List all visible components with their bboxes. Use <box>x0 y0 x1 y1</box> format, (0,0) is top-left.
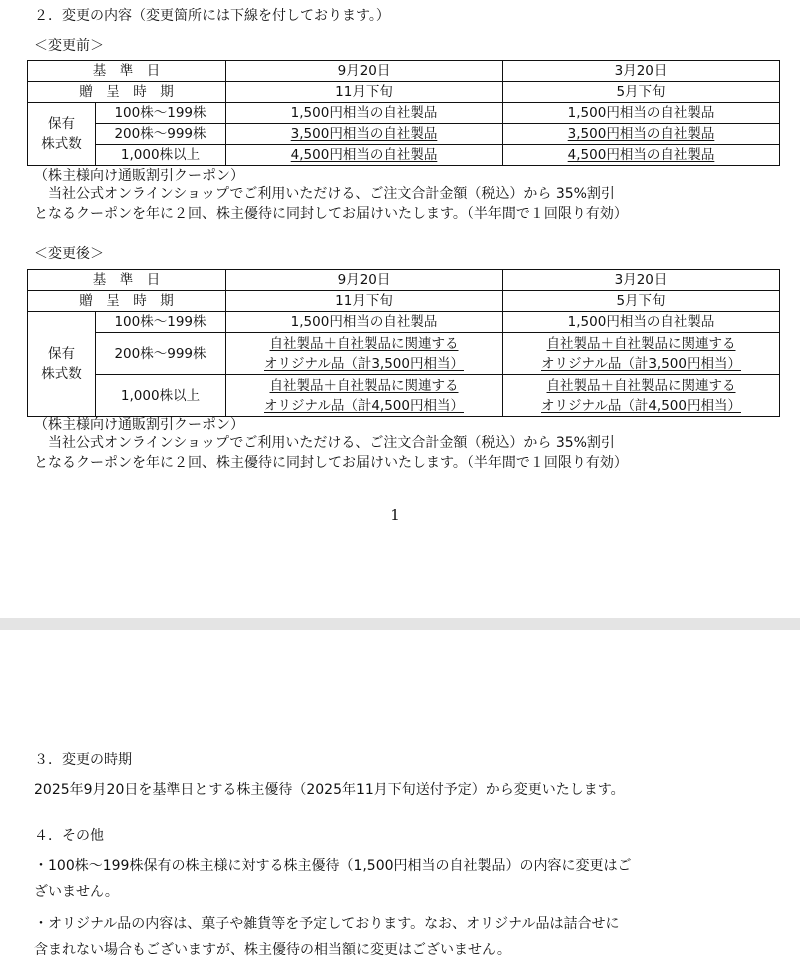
section3-heading: ３．変更の時期 <box>34 752 132 768</box>
tier-1000-plus: 1,000株以上 <box>96 375 226 417</box>
section4-bullet1-line1: ・100株～199株保有の株主様に対する株主優待（1,500円相当の自社製品）の内容に変更はご <box>34 858 632 874</box>
after-mar-tier1: 1,500円相当の自社製品 <box>503 312 780 333</box>
header-label: 基 準 日 <box>28 61 226 82</box>
before-sep-tier1: 1,500円相当の自社製品 <box>226 103 503 124</box>
after-sep-tier3-line1: 自社製品＋自社製品に関連する <box>269 377 459 394</box>
date-september: 9月20日 <box>226 270 503 291</box>
ship-september: 11月下旬 <box>226 82 503 103</box>
coupon-title-before: （株主様向け通販割引クーポン） <box>34 168 244 184</box>
holdings-label <box>28 103 96 166</box>
before-mar-tier3-text: 4,500円相当の自社製品 <box>567 147 715 163</box>
holdings-label-line2: 株式数 <box>41 366 82 382</box>
date-march: 3月20日 <box>503 61 780 82</box>
after-sep-tier3 <box>226 375 503 417</box>
document-page-2 <box>0 630 800 972</box>
tier-100-199: 100株～199株 <box>96 312 226 333</box>
before-sep-tier3-text: 4,500円相当の自社製品 <box>290 147 438 163</box>
section4-bullet1-line2: ざいません。 <box>34 884 119 900</box>
after-mar-tier3 <box>503 375 780 417</box>
holdings-label-line2: 株式数 <box>41 136 82 152</box>
before-mar-tier2-text: 3,500円相当の自社製品 <box>567 126 715 142</box>
after-sep-tier2-line1: 自社製品＋自社製品に関連する <box>269 335 459 352</box>
coupon-line1-after: 当社公式オンラインショップでご利用いただける、ご注文合計金額（税込）から 35%割引 <box>34 435 615 451</box>
date-september: 9月20日 <box>226 61 503 82</box>
tier-200-999: 200株～999株 <box>96 333 226 375</box>
holdings-label <box>28 312 96 417</box>
after-sep-tier3-line2: オリジナル品（計4,500円相当） <box>264 397 464 414</box>
tier-100-199: 100株～199株 <box>96 103 226 124</box>
section4-bullet2-line2: 含まれない場合もございますが、株主優待の相当額に変更はございません。 <box>34 942 511 958</box>
before-label: ＜変更前＞ <box>34 38 104 54</box>
tier-1000-plus: 1,000株以上 <box>96 145 226 166</box>
header-label: 基 準 日 <box>28 270 226 291</box>
after-sep-tier2-line2: オリジナル品（計3,500円相当） <box>264 355 464 372</box>
ship-label: 贈 呈 時 期 <box>28 291 226 312</box>
holdings-label-line1: 保有 <box>48 346 75 362</box>
after-mar-tier2-line1: 自社製品＋自社製品に関連する <box>546 335 736 352</box>
after-mar-tier3-line2: オリジナル品（計4,500円相当） <box>541 397 741 414</box>
before-mar-tier3 <box>503 145 780 166</box>
coupon-line2-before: となるクーポンを年に２回、株主優待に同封してお届けいたします。（半年間で１回限り有効） <box>34 206 628 222</box>
before-mar-tier1: 1,500円相当の自社製品 <box>503 103 780 124</box>
after-label: ＜変更後＞ <box>34 246 104 262</box>
section4-heading: ４．その他 <box>34 828 104 844</box>
date-march: 3月20日 <box>503 270 780 291</box>
before-sep-tier3 <box>226 145 503 166</box>
before-table <box>27 60 780 166</box>
coupon-line1-before: 当社公式オンラインショップでご利用いただける、ご注文合計金額（税込）から 35%割引 <box>34 186 615 202</box>
after-sep-tier1: 1,500円相当の自社製品 <box>226 312 503 333</box>
after-mar-tier2-line2: オリジナル品（計3,500円相当） <box>541 355 741 372</box>
page-separator <box>0 618 800 630</box>
ship-label: 贈 呈 時 期 <box>28 82 226 103</box>
coupon-title-after: （株主様向け通販割引クーポン） <box>34 417 244 433</box>
before-sep-tier2 <box>226 124 503 145</box>
after-mar-tier2 <box>503 333 780 375</box>
before-mar-tier2 <box>503 124 780 145</box>
section2-heading: ２．変更の内容（変更箇所には下線を付しております。） <box>34 8 390 24</box>
ship-september: 11月下旬 <box>226 291 503 312</box>
ship-march: 5月下旬 <box>503 82 780 103</box>
section3-body: 2025年9月20日を基準日とする株主優待（2025年11月下旬送付予定）から変更いたします。 <box>34 782 625 798</box>
after-table <box>27 269 780 417</box>
after-mar-tier3-line1: 自社製品＋自社製品に関連する <box>546 377 736 394</box>
page-number: 1 <box>390 506 400 524</box>
ship-march: 5月下旬 <box>503 291 780 312</box>
holdings-label-line1: 保有 <box>48 116 75 132</box>
after-sep-tier2 <box>226 333 503 375</box>
coupon-line2-after: となるクーポンを年に２回、株主優待に同封してお届けいたします。（半年間で１回限り有効） <box>34 455 628 471</box>
before-sep-tier2-text: 3,500円相当の自社製品 <box>290 126 438 142</box>
tier-200-999: 200株～999株 <box>96 124 226 145</box>
section4-bullet2-line1: ・オリジナル品の内容は、菓子や雑貨等を予定しております。なお、オリジナル品は詰合せに <box>34 916 620 932</box>
